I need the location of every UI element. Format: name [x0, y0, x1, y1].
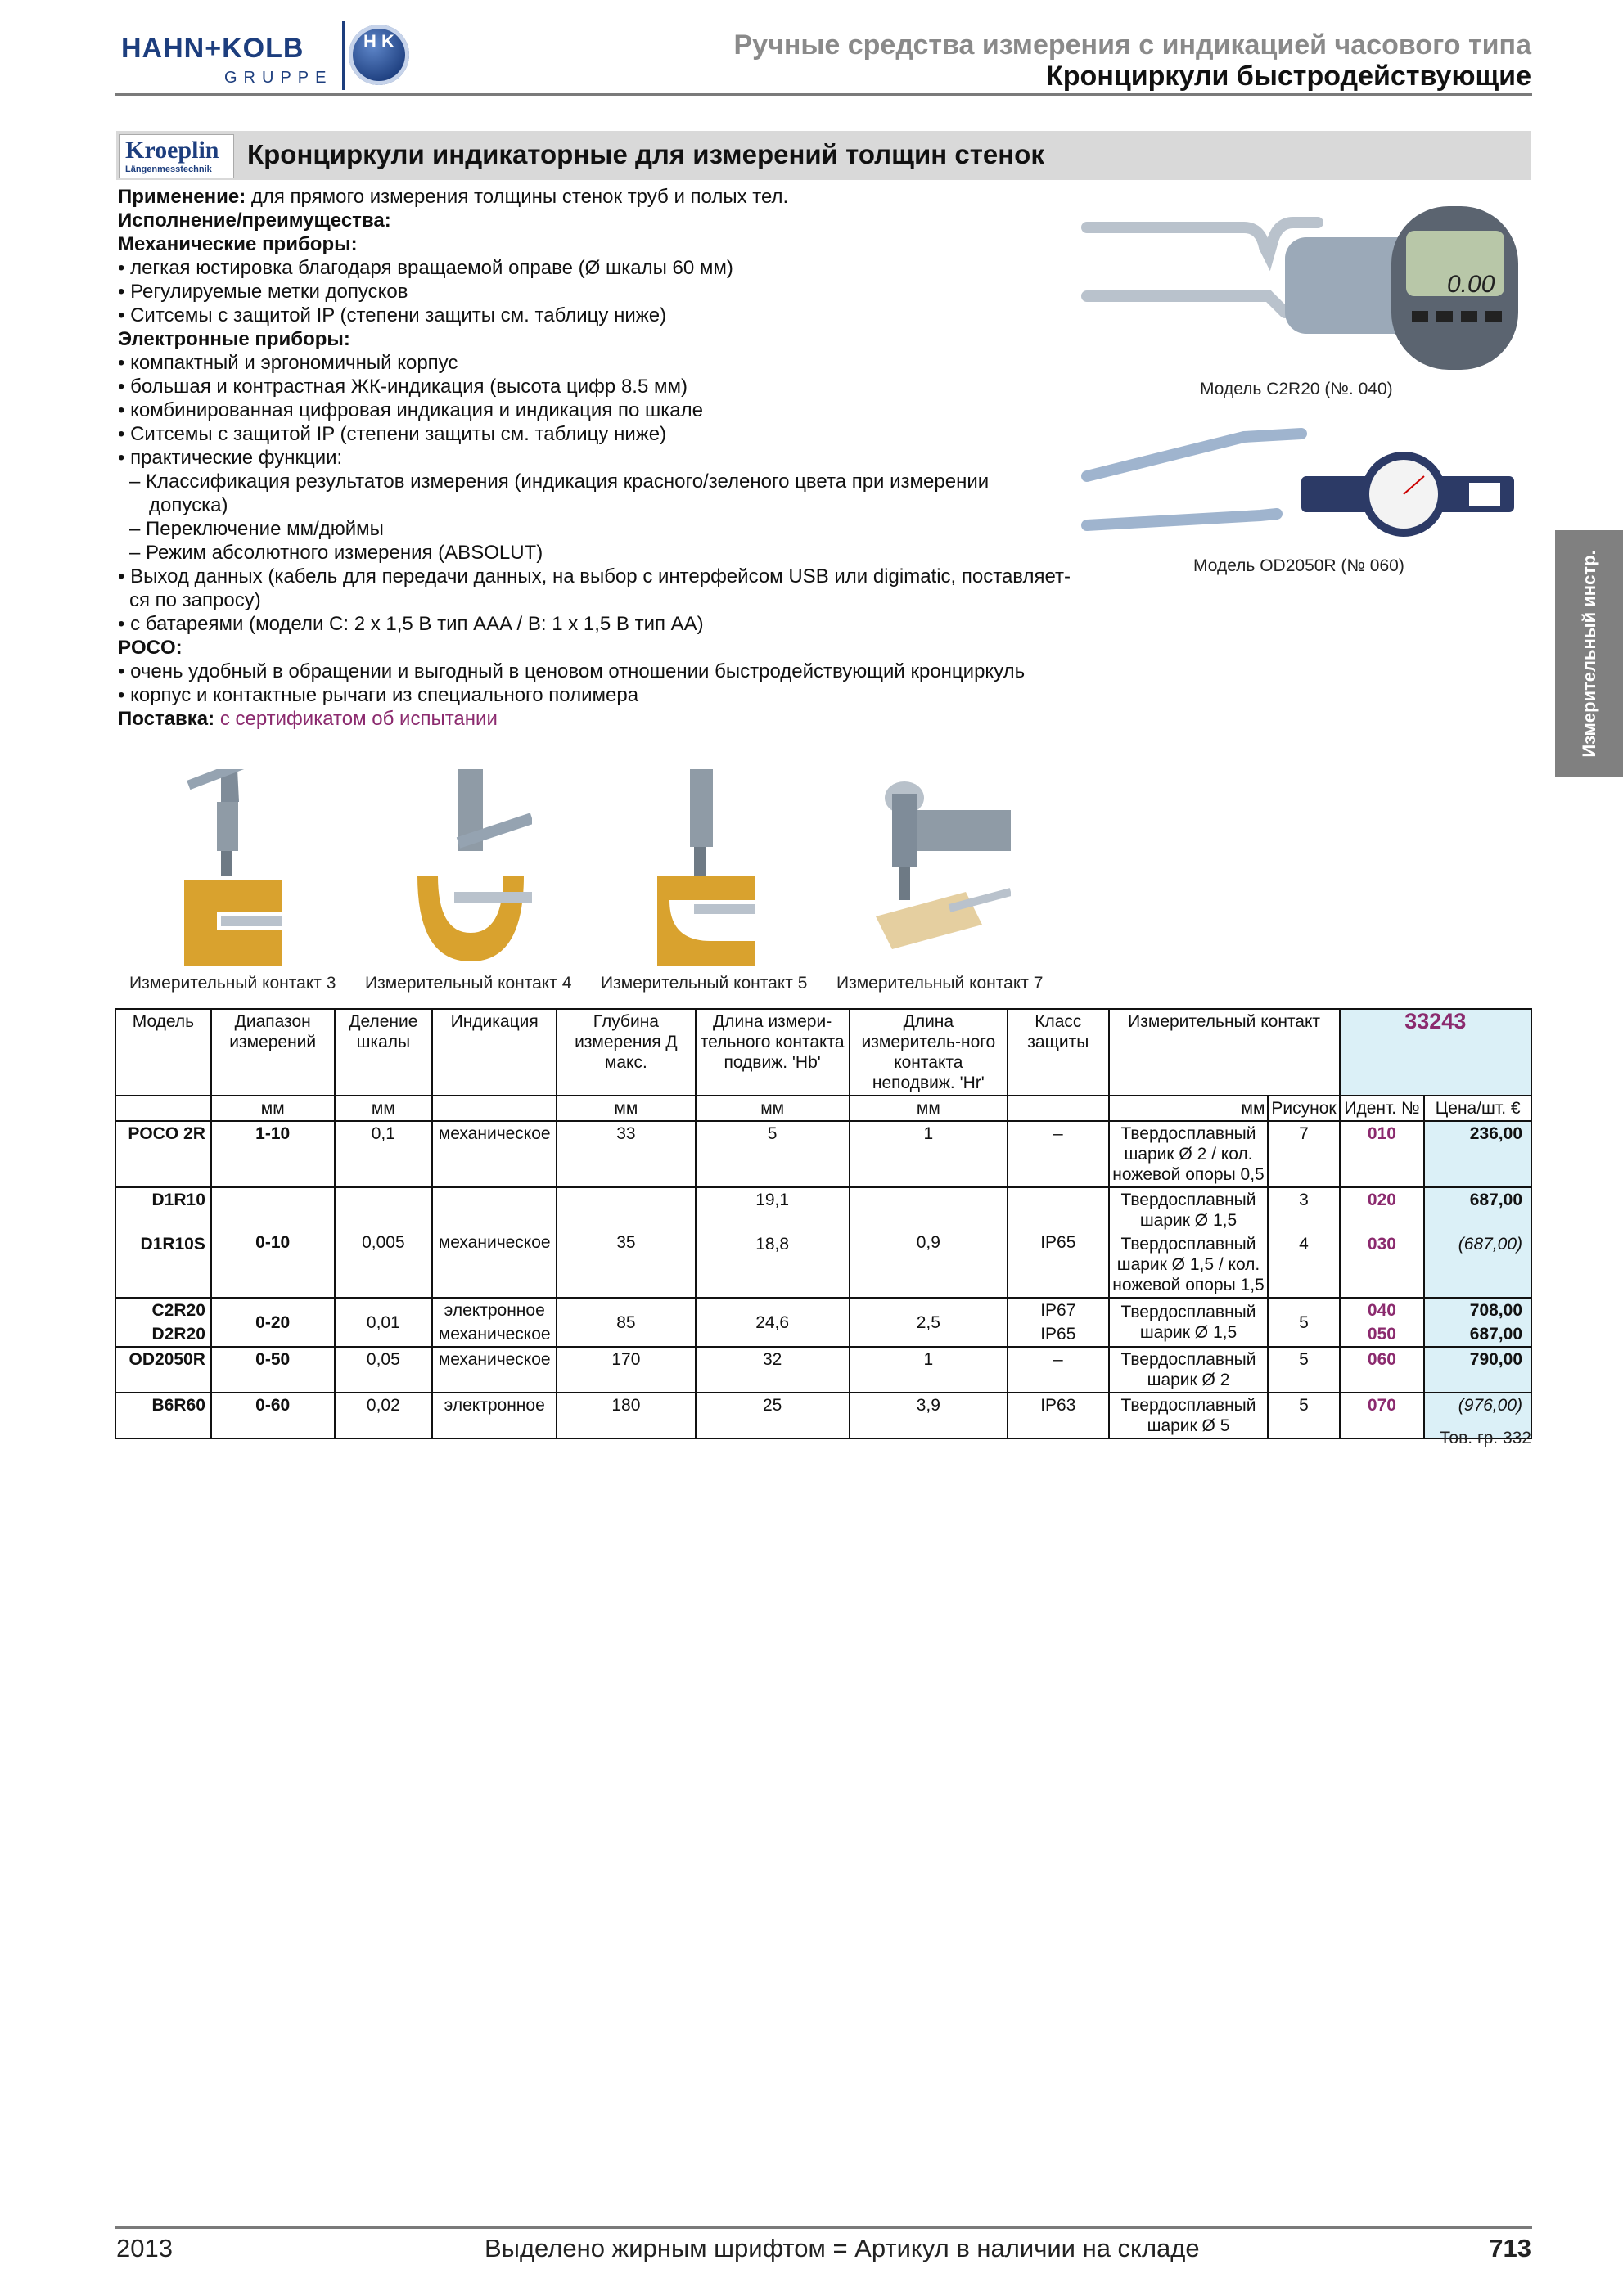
col-hr: Длина измеритель-ного контакта неподвиж. 'Hr'	[850, 1009, 1008, 1096]
brand-subtext: Längenmesstechnik	[125, 164, 212, 174]
unit-hr: мм	[850, 1096, 1008, 1121]
contact-7-caption: Измерительный контакт 7	[836, 974, 1044, 993]
col-depth: Глубина измерения Д макс.	[557, 1009, 695, 1096]
ident-number: 030	[1340, 1232, 1425, 1298]
poco-item: • очень удобный в обращении и выгодный в ценовом отношении быстродействующий кронциркуль	[118, 660, 1026, 682]
caption-od2050r: Модель OD2050R (№ 060)	[1193, 556, 1404, 575]
unit-id: Идент. №	[1340, 1096, 1425, 1121]
brand-logo	[119, 134, 234, 178]
table-unit-row	[115, 1096, 1531, 1121]
table-header-row	[115, 1009, 1531, 1096]
price: 790,00	[1424, 1347, 1531, 1393]
elec-item: • большая и контрастная ЖК-индикация (высота цифр 8.5 мм)	[118, 376, 688, 398]
price: 687,00	[1424, 1322, 1531, 1347]
ident-number: 060	[1340, 1347, 1425, 1393]
elec-item: • Ситсемы с защитой IP (степени защиты см. таблицу ниже)	[118, 423, 667, 445]
elec-item: • практические функции:	[118, 447, 343, 469]
col-range: Диапазон измерений	[211, 1009, 335, 1096]
price: 236,00	[1424, 1121, 1531, 1187]
poco-item: • корпус и контактные рычаги из специального полимера	[118, 684, 639, 706]
page-number: 713	[1489, 2234, 1531, 2262]
contact-4-image	[409, 769, 532, 966]
contact-3-image	[172, 769, 295, 966]
elec-item: • компактный и эргономичный корпус	[118, 352, 458, 374]
col-hb: Длина измери-тельного контакта подвиж. 'Hb'	[696, 1009, 850, 1096]
delivery-line	[118, 707, 1084, 731]
application-text: для прямого измерения толщины стенок труб и полых тел.	[246, 186, 789, 208]
price: 708,00	[1424, 1298, 1531, 1322]
header-category: Ручные средства измерения с индикацией часового типа	[733, 29, 1531, 61]
application-label: Применение:	[118, 186, 246, 208]
logo-emblem	[349, 25, 409, 85]
mech-item: • легкая юстировка благодаря вращаемой оправе (Ø шкалы 60 мм)	[118, 257, 733, 279]
price: (976,00)	[1424, 1393, 1531, 1438]
contact-3-caption: Измерительный контакт 3	[129, 974, 336, 993]
price: 687,00	[1424, 1187, 1531, 1232]
func-item: – Классификация результатов измерения (индикация красного/зеленого цвета при измерении	[129, 470, 990, 493]
header-subcategory: Кронциркули быстродействующие	[1046, 61, 1531, 92]
price: (687,00)	[1424, 1232, 1531, 1298]
elec-item: • Выход данных (кабель для передачи данных, на выбор с интерфейсом USB или digimatic, поставляет-	[118, 565, 1071, 588]
table-row: D2R20 механическое IP65 050 687,00	[115, 1322, 1531, 1347]
side-tab-label: Измерительный инстр.	[1578, 550, 1599, 758]
elec-item: • с батареями (модели C: 2 x 1,5 В тип AAA / B: 1 x 1,5 В тип AA)	[118, 613, 704, 635]
caliper-od2050r-image	[1080, 419, 1522, 542]
table-row: C2R20 0-20 0,01 электронное 85 24,6 2,5 IP67 Твердосплавный шарик Ø 1,5 5 040 708,00	[115, 1298, 1531, 1322]
group-number: 33243	[1340, 1009, 1531, 1096]
func-item: – Режим абсолютного измерения (ABSOLUT)	[129, 542, 543, 564]
col-division: Деление шкалы	[335, 1009, 433, 1096]
elec-label: Электронные приборы:	[118, 328, 350, 350]
delivery-label: Поставка:	[118, 708, 215, 730]
caption-c2r20: Модель C2R20 (№. 040)	[1200, 380, 1393, 398]
unit-division: мм	[335, 1096, 433, 1121]
contact-7-image	[868, 769, 1011, 966]
footer-divider	[115, 2226, 1532, 2229]
table-row: OD2050R 0-50 0,05 механическое 170 32 1 – Твердосплавный шарик Ø 2 5 060 790,00	[115, 1347, 1531, 1393]
footer-note: Выделено жирным шрифтом = Артикул в наличии на складе	[485, 2234, 1200, 2262]
photo-c2r20	[1080, 190, 1522, 374]
unit-hb: мм	[696, 1096, 850, 1121]
table-row: B6R60 0-60 0,02 электронное 180 25 3,9 IP63 Твердосплавный шарик Ø 5 5 070 (976,00)	[115, 1393, 1531, 1438]
logo-text: HAHN+KOLB	[121, 33, 304, 64]
exec-label: Исполнение/преимущества:	[118, 209, 391, 232]
func-item: допуска)	[149, 494, 228, 516]
ident-number: 070	[1340, 1393, 1425, 1438]
logo-subtext: GRUPPE	[224, 69, 333, 87]
contact-4-caption: Измерительный контакт 4	[365, 974, 572, 993]
func-item: – Переключение мм/дюймы	[129, 518, 384, 540]
elec-item: • комбинированная цифровая индикация и индикация по шкале	[118, 399, 703, 421]
unit-depth: мм	[557, 1096, 695, 1121]
col-model: Модель	[115, 1009, 211, 1096]
unit-price: Цена/шт. €	[1424, 1096, 1531, 1121]
unit-pic: Рисунок	[1268, 1096, 1339, 1121]
ident-number: 040	[1340, 1298, 1425, 1322]
ident-number: 020	[1340, 1187, 1425, 1232]
brand-name: Kroeplin	[125, 137, 219, 164]
poco-label: POCO:	[118, 637, 183, 659]
table-row: D1R10 0-10 0,005 механическое 35 19,1 0,9 IP65 Твердосплавный шарик Ø 1,5 3 020 687,00	[115, 1187, 1531, 1232]
col-contact: Измерительный контакт	[1109, 1009, 1340, 1096]
application-line	[118, 185, 1084, 209]
mech-item: • Ситсемы с защитой IP (степени защиты см. таблицу ниже)	[118, 304, 667, 326]
unit-range: мм	[211, 1096, 335, 1121]
table-row: POCO 2R 1-10 0,1 механическое 33 5 1 – Твердосплавный шарик Ø 2 / кол. ножевой опоры 0,5 7 010 236,00	[115, 1121, 1531, 1187]
mech-label: Механические приборы:	[118, 233, 358, 255]
caliper-c2r20-image	[1080, 190, 1522, 374]
table-row: D1R10S 18,8 Твердосплавный шарик Ø 1,5 / кол. ножевой опоры 1,5 4 030 (687,00)	[115, 1232, 1531, 1298]
mech-item: • Регулируемые метки допусков	[118, 281, 408, 303]
col-indication: Индикация	[432, 1009, 557, 1096]
ident-number: 050	[1340, 1322, 1425, 1347]
footer-year: 2013	[116, 2234, 173, 2262]
contact-5-image	[645, 769, 768, 966]
lcd-readout: 0.00	[1447, 271, 1495, 298]
company-logo	[121, 21, 416, 88]
delivery-text: с сертификатом об испытании	[214, 708, 498, 730]
header-divider	[115, 93, 1532, 96]
unit-contact: мм	[1109, 1096, 1269, 1121]
product-description	[118, 185, 1084, 731]
product-group: Тов. гр. 332	[1440, 1429, 1531, 1447]
photo-od2050r	[1080, 419, 1522, 542]
section-header	[116, 131, 1531, 180]
col-ip: Класс защиты	[1008, 1009, 1109, 1096]
elec-item-cont: ся по запросу)	[129, 589, 261, 611]
logo-divider	[342, 21, 345, 90]
ident-number: 010	[1340, 1121, 1425, 1187]
section-title: Кронциркули индикаторные для измерений толщин стенок	[247, 139, 1044, 169]
logo-mark: H K	[363, 31, 394, 52]
spec-table	[115, 1008, 1532, 1439]
side-tab[interactable]	[1555, 530, 1623, 777]
contact-5-caption: Измерительный контакт 5	[601, 974, 808, 993]
